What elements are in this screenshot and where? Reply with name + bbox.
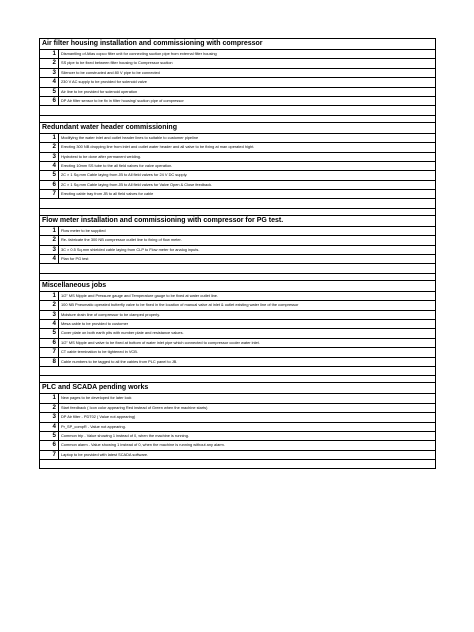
task-row xyxy=(39,357,436,366)
task-row xyxy=(39,347,436,356)
task-description: Silencer to be constructed and 80 V pipe to be connected xyxy=(61,69,160,75)
task-number: 6 xyxy=(40,339,59,347)
task-row xyxy=(39,393,436,402)
task-number: 3 xyxy=(40,246,59,254)
task-description: Mesa cable to be provided to customer xyxy=(61,320,129,326)
task-row xyxy=(39,403,436,412)
task-sheet xyxy=(39,38,436,469)
task-description: DP Air filter sensor to be fix in filter housing/ suction pipe of compressor xyxy=(61,97,184,103)
task-number: 5 xyxy=(40,432,59,440)
task-number: 3 xyxy=(40,153,59,161)
task-row xyxy=(39,133,436,142)
section-title: Redundant water header commissioning xyxy=(39,122,436,133)
task-number: 1 xyxy=(40,394,59,402)
task-number: 4 xyxy=(40,255,59,263)
task-row xyxy=(39,96,436,105)
task-description: Erecting 300 NB dropping line from inlet and outlet water header and all valve to be fixing at man operated hight. xyxy=(61,144,255,150)
task-number: 3 xyxy=(40,69,59,77)
task-row xyxy=(39,142,436,151)
task-row xyxy=(39,58,436,67)
task-number: 5 xyxy=(40,329,59,337)
task-number: 6 xyxy=(40,441,59,449)
blank-row xyxy=(39,198,436,207)
task-description: Common alarm - Value showing 1 instead of 0, when the machine is running without any alarm. xyxy=(61,442,225,448)
task-row xyxy=(39,235,436,244)
task-row xyxy=(39,450,436,459)
task-description: Laptop to be provided with latest SCADA software. xyxy=(61,451,149,457)
task-row xyxy=(39,300,436,309)
task-number: 2 xyxy=(40,143,59,151)
section-title: Air filter housing installation and commissioning with compressor xyxy=(39,38,436,49)
task-row xyxy=(39,431,436,440)
task-description: Modifying the water inlet and outlet header lines to suitable to customer pipeline xyxy=(61,134,199,140)
task-description: 1/2" MS Nipple and valve to be fixed at bottom of water inlet pipe which connected to compressor cooler water inlet. xyxy=(61,339,260,345)
task-number: 4 xyxy=(40,423,59,431)
section-separator xyxy=(39,375,436,382)
blank-row xyxy=(39,366,436,375)
task-description: Hydrotest to be done after permanent welding. xyxy=(61,153,142,159)
task-description: SS pipe to be fixed between filter housing to Compressor suction xyxy=(61,60,173,66)
task-row xyxy=(39,310,436,319)
task-description: 2C × 1 Sq.mm Cable laying from JB to All field valves for Valve Open & Close feedback. xyxy=(61,181,213,187)
task-row xyxy=(39,245,436,254)
task-description: Erecting 10mm SS tube to the all field valves for valve operation. xyxy=(61,162,173,168)
task-description: New pages to be developed for later lock xyxy=(61,395,132,401)
task-number: 2 xyxy=(40,404,59,412)
task-row xyxy=(39,170,436,179)
task-number: 7 xyxy=(40,348,59,356)
task-description: Common trip - Value showing 1 instead of 0, when the machine is running. xyxy=(61,432,189,438)
section-title: Miscellaneous jobs xyxy=(39,280,436,291)
task-description: 3C × 0.5 Sq.mm shielded cable laying from CLP to Flow meter for analog inputs. xyxy=(61,246,200,252)
task-row xyxy=(39,189,436,198)
task-number: 2 xyxy=(40,59,59,67)
task-description: Dismantling of Atlas copco filter unit for connecting suction pipe from external filter housing xyxy=(61,51,217,56)
task-description: Moisture drain line of compressor to be clamped properly. xyxy=(61,311,160,317)
task-number: 1 xyxy=(40,292,59,300)
task-description: Air line to be provided for solenoid operation xyxy=(61,88,138,94)
task-number: 1 xyxy=(40,50,59,58)
task-description: CT cable termination to be tightened in VCB. xyxy=(61,349,138,355)
section-separator xyxy=(39,273,436,280)
task-description: Cover plate on both earth pits with number plate and resistance values. xyxy=(61,330,184,336)
task-description: Flow meter to be supplied xyxy=(61,227,106,233)
blank-row xyxy=(39,263,436,272)
task-row xyxy=(39,68,436,77)
blank-row xyxy=(39,105,436,114)
task-row xyxy=(39,77,436,86)
task-description: Erecting cable tray from JB to all field valves for cable xyxy=(61,191,154,197)
task-description: DP Air filter - PDT02 ( Value not appearing) xyxy=(61,414,136,420)
task-row xyxy=(39,254,436,263)
task-number: 7 xyxy=(40,190,59,198)
task-row xyxy=(39,180,436,189)
task-number: 2 xyxy=(40,236,59,244)
task-number: 4 xyxy=(40,78,59,86)
task-row xyxy=(39,440,436,449)
table-bottom-border xyxy=(39,468,436,469)
task-row xyxy=(39,49,436,58)
task-row xyxy=(39,328,436,337)
task-description: 2C × 1 Sq.mm Cable laying from JB to All field valves for 24 V DC supply. xyxy=(61,172,188,178)
task-row xyxy=(39,226,436,235)
task-description: Pr_SP_compR - Value not appearing. xyxy=(61,423,126,429)
section-title: PLC and SCADA pending works xyxy=(39,382,436,393)
task-number: 1 xyxy=(40,134,59,142)
task-number: 1 xyxy=(40,227,59,235)
section-separator xyxy=(39,208,436,215)
task-description: Re- fabricate the 300 NB compressor outlet line to fixing of flow meter. xyxy=(61,237,182,243)
task-description: Plan for PG test xyxy=(61,256,89,262)
task-row xyxy=(39,319,436,328)
task-row xyxy=(39,291,436,300)
task-number: 7 xyxy=(40,451,59,459)
task-description: 100 NB Pneumatic operated butterfly valve to be fixed in the location of manual valve at inlet & outlet existing water line of the compressor xyxy=(61,302,299,308)
task-description: 230 V AC supply to be provided for solenoid valve xyxy=(61,79,147,85)
task-row xyxy=(39,422,436,431)
task-number: 6 xyxy=(40,97,59,105)
task-description: 1/2" MS Nipple and Pressure gauge and Temperature gauge to be fixed at water outlet line. xyxy=(61,292,219,298)
task-number: 8 xyxy=(40,358,59,366)
task-row xyxy=(39,338,436,347)
task-number: 5 xyxy=(40,88,59,96)
task-number: 2 xyxy=(40,301,59,309)
task-row xyxy=(39,412,436,421)
task-number: 3 xyxy=(40,311,59,319)
task-description: Cable numbers to be tagged to all the cables from PLC panel to JB. xyxy=(61,358,178,364)
task-number: 3 xyxy=(40,413,59,421)
task-row xyxy=(39,152,436,161)
task-number: 4 xyxy=(40,162,59,170)
task-description: Start feedback ( Icon color appearing Red instead of Green when the machine starts) xyxy=(61,404,208,410)
blank-row xyxy=(39,459,436,468)
task-number: 4 xyxy=(40,320,59,328)
task-row xyxy=(39,87,436,96)
task-row xyxy=(39,161,436,170)
task-number: 5 xyxy=(40,171,59,179)
section-separator xyxy=(39,115,436,122)
section-title: Flow meter installation and commissioning with compressor for PG test. xyxy=(39,215,436,226)
task-number: 6 xyxy=(40,181,59,189)
